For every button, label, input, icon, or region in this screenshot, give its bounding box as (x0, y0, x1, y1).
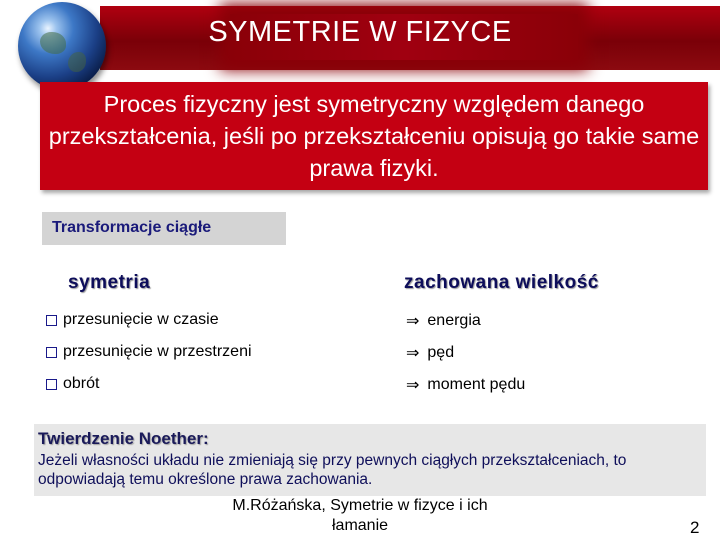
footer-citation (140, 496, 580, 536)
conserved-label: energia (427, 312, 481, 329)
conserved-label: moment pędu (427, 376, 526, 393)
checkbox-bullet-icon (46, 379, 57, 390)
conserved-row-2 (406, 343, 454, 363)
checkbox-bullet-icon (46, 315, 57, 326)
noether-text: Jeżeli własności układu nie zmieniają się przy pewnych ciągłych przekształceniach, to odpowiadają temu określone prawa zachowania. (38, 452, 627, 488)
implies-arrow-icon: ⇒ (406, 377, 420, 394)
symmetry-label: obrót (63, 375, 100, 392)
implies-arrow-icon: ⇒ (406, 345, 420, 362)
footer-line: łamanie (331, 517, 389, 534)
footer-line: M.Różańska, Symetrie w fizyce i ich (232, 497, 488, 514)
checkbox-bullet-icon (46, 347, 57, 358)
symmetry-label: przesunięcie w przestrzeni (63, 343, 252, 360)
symmetry-row-1 (46, 311, 219, 329)
conserved-label: pęd (427, 344, 455, 361)
symmetry-row-3 (46, 375, 99, 393)
noether-title: Twierdzenie Noether: (38, 429, 209, 448)
globe-land-shape (40, 32, 66, 54)
symmetry-label: przesunięcie w czasie (63, 311, 219, 328)
slide-title: SYMETRIE W FIZYCE (208, 16, 512, 48)
globe-logo (18, 2, 106, 90)
symmetry-row-2 (46, 343, 252, 361)
conserved-row-3 (406, 375, 525, 395)
conserved-row-1 (406, 311, 481, 331)
definition-text: Proces fizyczny jest symetryczny względem danego przekształcenia, jeśli po przekształceniu opisują go takie same prawa fizyki. (48, 91, 700, 181)
globe-land-shape (68, 52, 86, 72)
section-label: Transformacje ciągłe (52, 219, 212, 236)
column-header-conserved: zachowana wielkość (404, 272, 599, 293)
column-header-symmetry: symetria (68, 272, 151, 293)
implies-arrow-icon: ⇒ (406, 313, 420, 330)
page-number: 2 (690, 518, 700, 537)
